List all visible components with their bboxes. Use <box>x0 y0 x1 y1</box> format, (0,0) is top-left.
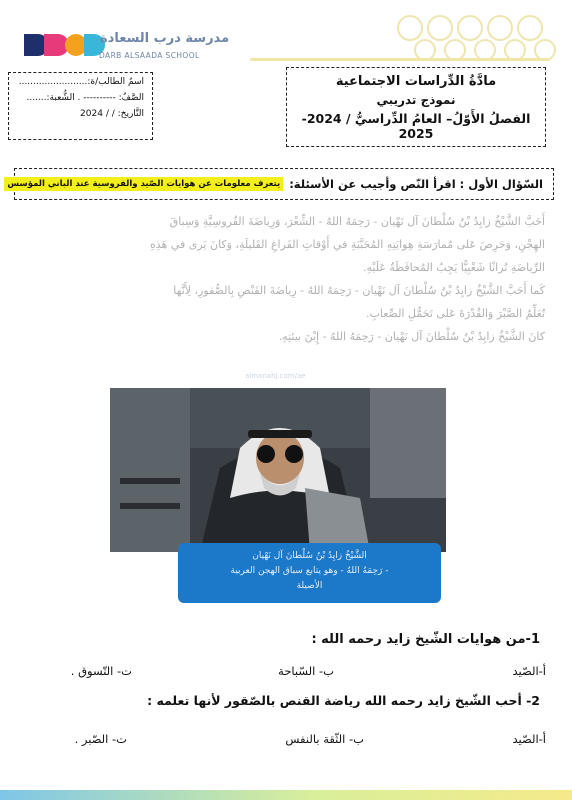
reading-passage <box>30 210 545 348</box>
school-name-arabic: مدرسة درب السعادة <box>100 31 230 46</box>
subject-title: مادَّةُ الدِّراسات الاجتماعية <box>335 74 497 89</box>
q2-option-a[interactable]: أ-الصّيد <box>512 732 546 746</box>
q1-option-c[interactable]: ت- التّسوق . <box>70 664 132 678</box>
header-divider <box>250 58 550 61</box>
student-date-field: التَّاريخ: / / 2024 <box>80 109 144 119</box>
passage-line: أَحَبَّ الشَّيْخُ زايِدُ بْنُ سُلْطانَ آل نَهْيان - رَحِمَهُ اللهُ - الشِّعْرَ، وَرِياضَةَ الفُروسِيَّةِ وَسِباقَ <box>169 215 545 228</box>
sheikh-zayed-photo <box>110 388 446 552</box>
caption-line: الشَّيْخُ زايِدُ بْنُ سُلْطانَ آل نَهْيان <box>252 551 367 561</box>
school-name-english: DARB ALSAADA SCHOOL <box>99 51 200 60</box>
learning-objective: يتعرف معلومات عن هوايات الصّيد والفروسية عند الباني المؤسس <box>4 177 283 191</box>
term-title: الفصلُ الأَوّلُ– العامُ الدِّراسيُّ / 2024-2025 <box>301 111 531 141</box>
q1-option-a[interactable]: أ-الصّيد <box>512 664 546 678</box>
caption-line: الأصيلة <box>296 581 323 591</box>
passage-line: تُعَلِّمُ الصَّبْرَ وَالقُدْرَةَ عَلى تَحَمُّلِ الصِّعابِ. <box>366 307 545 320</box>
student-info-box <box>8 72 153 140</box>
student-name-field: اسمُ الطالب/ة:........................ <box>18 77 144 87</box>
passage-line: الرِّياضَةِ تُراثًا شَعْبِيًّا يَجِبُ المُحافَظَةُ عَلَيْهِ. <box>362 261 545 274</box>
caption-line: - رَحِمَهُ اللهُ - وهو يتابع سباق الهجن العربية <box>230 566 389 576</box>
q2-option-c[interactable]: ت- الصّبر . <box>74 732 127 746</box>
question-one-label: السّؤال الأول : اقرأ النّص وأجيب عن الأسئلة: <box>289 177 543 191</box>
title-box <box>286 67 546 147</box>
question-2-prompt: 2- أحب الشّيخ زايد رحمه الله رياضة القنص بالصّقور لأنها تعلمه : <box>147 693 540 708</box>
question-one-box <box>7 168 554 200</box>
passage-line: كانَ الشَّيْخُ زايِدُ بْنُ سُلْطانَ آل نَهْيان - رَحِمَهُ اللهُ - إِبْنَ بيئتِهِ. <box>278 330 545 343</box>
footer-bar <box>0 790 572 800</box>
question-1-prompt: 1-من هوايات الشّيخ زايد رحمه الله : <box>311 632 540 647</box>
passage-line: كَما أَحَبَّ الشَّيْخُ زايِدُ بْنُ سُلْطانَ آل نَهْيان - رَحِمَهُ اللهُ - رِياضَةَ القَنْصِ بِالصُّقورِ، لِأَنَّها <box>173 284 545 297</box>
q2-option-b[interactable]: ب- الثّقة بالنفس <box>285 732 364 746</box>
model-title: نموذج تدريبي <box>376 93 456 107</box>
student-class-field: الصَّفُ: ---------- . الشُّعبة:....... <box>26 93 144 103</box>
watermark: almanahj.com/ae <box>245 372 306 380</box>
decorative-pattern <box>390 8 560 63</box>
passage-line: الهِجْنِ، وَحَرِصَ عَلى مُمارَسَةِ هِوايَتِهِ المُحَبَّبَةِ في أَوْقاتِ الفَراغِ القَليلَةِ، وَكانَ يَرى في هَذِهِ <box>150 238 545 251</box>
photo-caption <box>178 543 441 603</box>
q1-option-b[interactable]: ب- السّباحة <box>278 664 334 678</box>
